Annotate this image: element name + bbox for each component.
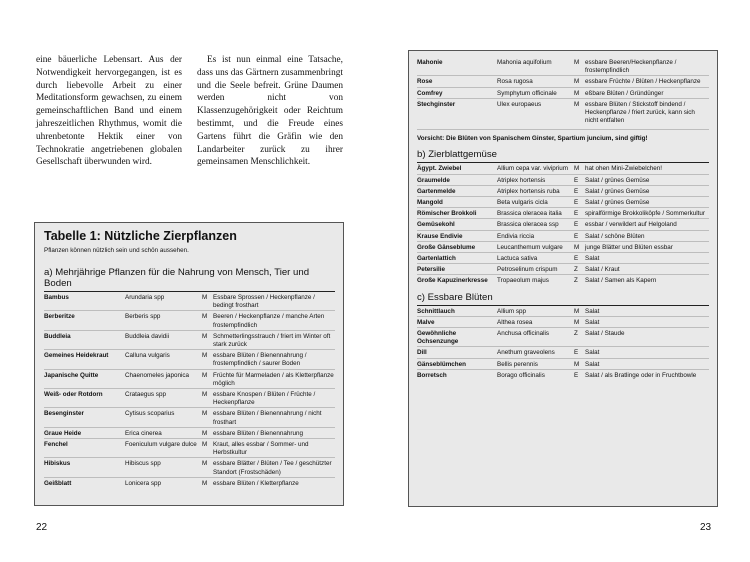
plant-name: Besenginster <box>44 410 84 418</box>
plant-name: Bambus <box>44 294 69 301</box>
plant-name: Ägypt. Zwiebel <box>417 165 462 173</box>
usage-code: M <box>202 441 208 449</box>
usage-notes: essbare Beeren/Heckenpflanze / frostempfindlich <box>585 59 677 75</box>
table-row <box>417 369 709 380</box>
table-row <box>417 316 709 327</box>
usage-notes: Salat / Samen als Kapern <box>585 277 657 285</box>
plant-table-box <box>34 222 344 506</box>
latin-name: Cytisus scoparius <box>125 410 175 418</box>
table-rows-c <box>417 306 709 380</box>
usage-notes: essbare Knospen / Blüten / Früchte / Heckenpflanze <box>213 391 316 407</box>
usage-code: M <box>202 332 208 340</box>
plant-name: Geißblatt <box>44 479 72 487</box>
usage-code: M <box>202 294 208 301</box>
plant-name: Buddleia <box>44 332 71 340</box>
plant-name: Fenchel <box>44 441 68 449</box>
usage-notes: junge Blätter und Blüten essbar <box>585 243 673 251</box>
latin-name: Mahonia aquifolium <box>497 59 552 66</box>
usage-notes: Beeren / Heckenpflanze / manche Arten frostempfindlich <box>213 313 325 329</box>
usage-code: M <box>574 100 580 108</box>
usage-code: E <box>574 371 579 379</box>
table-subtitle: Pflanzen können nützlich sein und schön aussehen. <box>44 247 189 254</box>
table-row <box>417 327 709 346</box>
latin-name: Petroselinum crispum <box>497 266 558 274</box>
plant-name: Gartenmelde <box>417 187 456 195</box>
plant-name: Krause Endivie <box>417 232 463 240</box>
right-page <box>375 0 750 562</box>
plant-name: Japanische Quitte <box>44 371 99 379</box>
latin-name: Allium spp <box>497 307 527 315</box>
usage-notes: spiralförmige Brokkolikôpfe / Sommerkultur <box>585 210 706 218</box>
table-rows-top <box>417 57 709 125</box>
plant-name: Mangold <box>417 199 443 207</box>
usage-code: M <box>574 243 580 251</box>
table-row <box>44 477 335 488</box>
page-number: 22 <box>36 522 48 533</box>
latin-name: Atriplex hortensis ruba <box>497 187 560 195</box>
latin-name: Allium cepa var. viviprium <box>497 165 569 173</box>
usage-code: E <box>574 221 579 229</box>
table-row <box>44 388 335 407</box>
table-row <box>44 457 335 476</box>
section-heading-b: b) Zierblattgemüse <box>417 149 709 163</box>
table-row <box>417 185 709 196</box>
table-row <box>44 427 335 438</box>
plant-table-box-continued <box>408 50 718 507</box>
text-column-1: eine bäuerliche Lebensart. Aus der Notwendigkeit hervorgegangen, ist es durch liebevolle Arbeit zu einer Meditationsform gewachsen, zu einem gemeinschaftlichen Band und einem jahreszeitlichen Rhythmus, womit die uhrenbetonte Hektik einer von Technokratie angetriebenen globalen Gesellschaft überwunden wird. <box>36 55 182 168</box>
usage-notes: Salat / grünes Gemüse <box>585 199 650 207</box>
table-row <box>417 75 709 86</box>
usage-notes: Früchte für Marmeladen / als Kletterpflanze möglich <box>213 371 334 387</box>
latin-name: Foeniculum vulgare dulce <box>125 441 197 449</box>
usage-notes: essbare Blüten / Bienennahrung / nicht frosthart <box>213 410 322 426</box>
usage-code: E <box>574 176 579 184</box>
usage-code: M <box>202 479 208 487</box>
usage-code: M <box>574 59 580 66</box>
latin-name: Buddleia davidii <box>125 332 170 340</box>
table-row <box>417 358 709 369</box>
plant-name: Weiß- oder Rotdorn <box>44 391 103 399</box>
usage-code: M <box>574 89 580 97</box>
latin-name: Borago officinalis <box>497 371 545 379</box>
usage-notes: Salat / grünes Gemüse <box>585 176 650 184</box>
table-row <box>417 87 709 98</box>
plant-name: Stechginster <box>417 100 456 108</box>
usage-notes: Salat <box>585 318 600 326</box>
table-row <box>417 218 709 229</box>
table-row <box>417 207 709 218</box>
plant-name: Berberitze <box>44 313 75 321</box>
table-row <box>417 241 709 252</box>
usage-code: M <box>202 313 208 321</box>
warning-note: Vorsicht: Die Blüten von Spanischem Ginster, Spartium juncium, sind giftig! <box>417 129 709 149</box>
usage-code: E <box>574 349 579 357</box>
section-heading-c: c) Essbare Blüten <box>417 292 709 306</box>
usage-notes: essbare Blätter / Blüten / Tee / geschützter Standort (Frostschäden) <box>213 460 332 476</box>
latin-name: Atriplex hortensis <box>497 176 546 184</box>
table-row <box>44 310 335 329</box>
latin-name: Anchusa officinalis <box>497 330 550 338</box>
usage-notes: Salat / als Bratlinge oder in Fruchtbowle <box>585 371 697 379</box>
table-row <box>44 292 335 310</box>
section-heading-a: a) Mehrjährige Pflanzen für die Nahrung von Mensch, Tier und Boden <box>44 267 335 292</box>
text-column-2: Es ist nun einmal eine Tatsache, dass uns das Gärtnern zusammenbringt und die Seele befreit. Grüne Daumen werden nicht von Klassenzugehörigkeit oder Reichtum bestimmt, und die Freude eines Gartens führt die Gräfin wie den Landarbeiter zurück zu ihrer gemeinsamen Menschlichkeit. <box>197 55 343 168</box>
usage-code: M <box>574 318 580 326</box>
table-row <box>417 57 709 75</box>
plant-name: Gemeines Heidekraut <box>44 352 109 360</box>
plant-name: Große Gänseblume <box>417 243 476 251</box>
latin-name: Lactuca sativa <box>497 255 538 263</box>
usage-notes: essbare Blüten / Bienennahrung <box>213 429 303 437</box>
table-row <box>417 274 709 285</box>
latin-name: Leucanthemum vulgare <box>497 243 563 251</box>
usage-code: E <box>574 199 579 207</box>
latin-name: Calluna vulgaris <box>125 352 170 360</box>
plant-name: Schnittlauch <box>417 307 455 315</box>
usage-code: M <box>202 391 208 399</box>
plant-name: Römischer Brokkoli <box>417 210 477 218</box>
table-row <box>417 196 709 207</box>
usage-notes: Salat / schöne Blüten <box>585 232 645 240</box>
latin-name: Erica cinerea <box>125 429 162 437</box>
usage-code: M <box>202 460 208 468</box>
usage-code: E <box>574 187 579 195</box>
latin-name: Rosa rugosa <box>497 78 533 86</box>
usage-notes: Salat <box>585 255 600 263</box>
usage-code: M <box>202 429 208 437</box>
usage-code: E <box>574 255 579 263</box>
plant-name: Gemüsekohl <box>417 221 455 229</box>
plant-name: Comfrey <box>417 89 443 97</box>
table-row <box>44 349 335 368</box>
usage-notes: essbare Blüten / Kletterpflanze <box>213 479 299 487</box>
usage-code: Z <box>574 266 578 274</box>
latin-name: Brassica oleracea ssp <box>497 221 559 229</box>
usage-code: M <box>202 352 208 360</box>
table-row <box>417 252 709 263</box>
plant-name: Malve <box>417 318 435 326</box>
usage-notes: Kraut, alles essbar / Sommer- und Herbstkultur <box>213 441 309 457</box>
usage-code: Z <box>574 330 578 338</box>
usage-code: E <box>574 232 579 240</box>
table-row <box>417 163 709 173</box>
plant-name: Borretsch <box>417 371 447 379</box>
latin-name: Beta vulgaris cicla <box>497 199 548 207</box>
usage-code: M <box>202 371 208 379</box>
table-row <box>417 263 709 274</box>
usage-code: E <box>574 210 579 218</box>
latin-name: Hibiscus spp <box>125 460 161 468</box>
latin-name: Chaenomeles japonica <box>125 371 190 379</box>
usage-notes: essbare Früchte / Blüten / Heckenpflanze <box>585 78 701 86</box>
page-number: 23 <box>700 522 712 533</box>
plant-name: Rose <box>417 78 433 86</box>
plant-name: Dill <box>417 349 427 357</box>
usage-code: Z <box>574 277 578 285</box>
latin-name: Crataegus spp <box>125 391 166 399</box>
latin-name: Anethum graveolens <box>497 349 555 357</box>
plant-name: Große Kapuzinerkresse <box>417 277 488 285</box>
usage-notes: Salat / Staude <box>585 330 625 338</box>
table-title: Tabelle 1: Nützliche Zierpflanzen <box>44 229 237 243</box>
table-row <box>44 438 335 457</box>
latin-name: Arundaria spp <box>125 294 165 301</box>
usage-code: M <box>574 360 580 368</box>
usage-notes: essbare Blüten / Bienennahrung / frostempfindlich / saurer Boden <box>213 352 307 368</box>
usage-notes: Salat <box>585 360 600 368</box>
table-row <box>417 98 709 126</box>
usage-notes: Schmetterlingsstrauch / friert im Winter oft stark zurück <box>213 332 331 349</box>
latin-name: Tropaeolum majus <box>497 277 549 285</box>
plant-name: Graue Heide <box>44 429 82 437</box>
table-row <box>417 174 709 185</box>
plant-name: Graumelde <box>417 176 450 184</box>
usage-notes: Salat <box>585 349 600 357</box>
table-rows <box>44 292 335 488</box>
usage-notes: essbar / verwildert auf Helgoland <box>585 221 677 229</box>
table-row <box>417 306 709 316</box>
usage-code: M <box>574 165 580 173</box>
usage-notes: eßbare Blüten / Gründünger <box>585 89 664 97</box>
latin-name: Lonicera spp <box>125 479 162 487</box>
latin-name: Endivia riccia <box>497 232 535 240</box>
plant-name: Gewöhnliche Ochsenzunge <box>417 330 459 346</box>
usage-notes: Essbare Sprossen / Heckenpflanze / bedingt frosthart <box>213 294 315 310</box>
latin-name: Brassica oleracea italia <box>497 210 562 218</box>
plant-name: Hibiskus <box>44 460 71 468</box>
table-row <box>44 369 335 388</box>
latin-name: Althea rosea <box>497 318 533 326</box>
usage-notes: Salat / grünes Gemüse <box>585 187 650 195</box>
usage-code: M <box>574 307 580 315</box>
table-row <box>417 346 709 357</box>
latin-name: Symphytum officinale <box>497 89 557 97</box>
table-row <box>44 407 335 426</box>
latin-name: Berberis spp <box>125 313 161 321</box>
plant-name: Gartenlattich <box>417 255 456 263</box>
table-row <box>417 230 709 241</box>
table-row <box>44 330 335 349</box>
plant-name: Mahonie <box>417 59 443 66</box>
latin-name: Ulex europaeus <box>497 100 542 108</box>
usage-code: M <box>202 410 208 418</box>
usage-notes: Salat / Kraut <box>585 266 620 274</box>
table-rows-b <box>417 163 709 285</box>
usage-notes: hat ohen Mini-Zwiebelchen! <box>585 165 663 173</box>
usage-notes: essbare Blüten / Stickstoff bindend / Heckenpflanze / friert zurück, kann sich nicht entfalten <box>585 100 695 125</box>
plant-name: Gänseblümchen <box>417 360 466 368</box>
usage-code: M <box>574 78 580 86</box>
usage-notes: Salat <box>585 307 600 315</box>
plant-name: Petersilie <box>417 266 446 274</box>
latin-name: Bellis perennis <box>497 360 538 368</box>
